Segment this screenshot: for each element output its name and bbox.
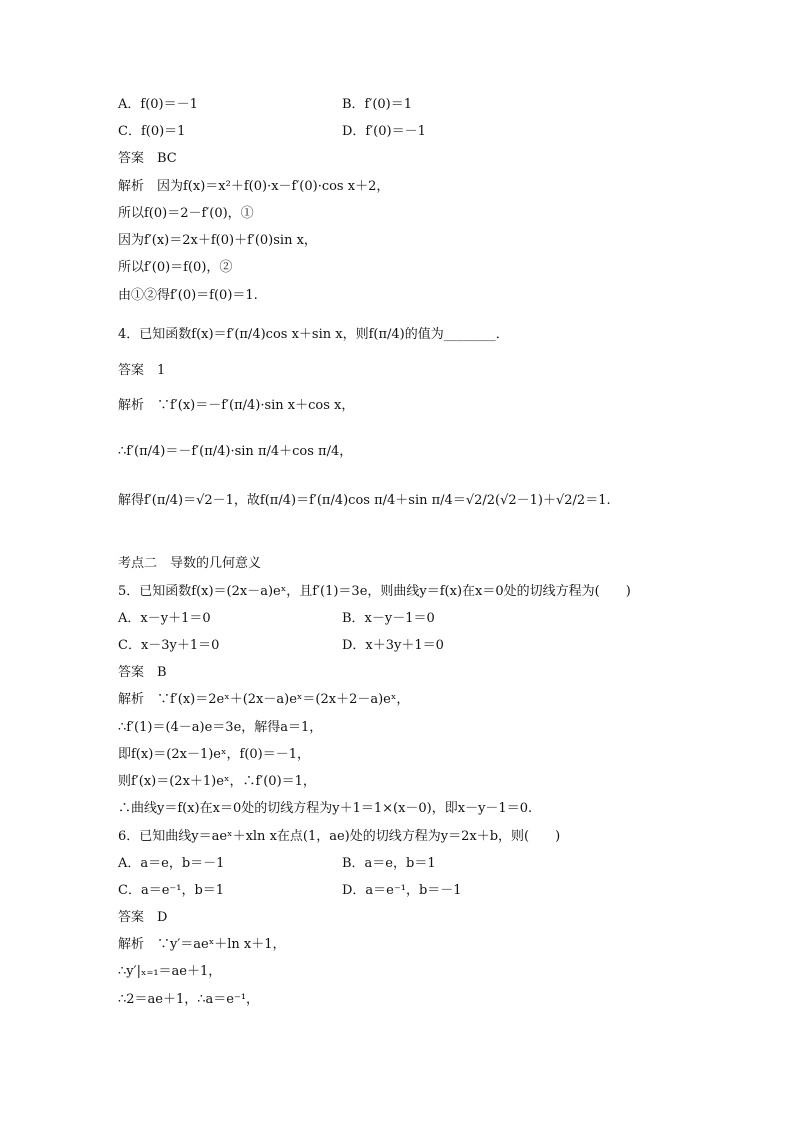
q4-analysis-1: 解析 ∵f′(x)＝－f′(π/4)·sin x＋cos x，	[118, 398, 355, 413]
q3-option-a: A．f(0)＝－1	[118, 97, 198, 112]
q6-analysis-3: ∴2＝ae＋1，∴a＝e⁻¹，	[118, 992, 260, 1007]
q4-analysis-3: 解得f′(π/4)＝√2－1，故f(π/4)＝f′(π/4)cos π/4＋sin π/4＝√2/2(√2－1)＋√2/2＝1.	[118, 493, 611, 508]
q5-option-b: B．x－y－1＝0	[342, 611, 435, 626]
q3-option-d: D．f′(0)＝－1	[342, 124, 426, 139]
q6-answer: 答案 D	[118, 910, 168, 925]
q5-option-d: D．x＋3y＋1＝0	[342, 638, 444, 653]
q5-options-row-1	[118, 610, 435, 628]
q3-analysis-4: 所以f′(0)＝f(0)，②	[118, 260, 233, 275]
q3-options-row-1	[118, 96, 413, 114]
q3-analysis-5: 由①②得f′(0)＝f(0)＝1.	[118, 288, 258, 303]
q5-analysis-4: 则f′(x)＝(2x＋1)eˣ，∴f′(0)＝1，	[118, 774, 316, 789]
q6-stem: 6．已知曲线y＝aeˣ＋xln x在点(1，ae)处的切线方程为y＝2x＋b，则( )	[118, 829, 561, 844]
q6-option-a: A．a＝e，b＝－1	[118, 856, 225, 871]
q5-option-c: C．x－3y＋1＝0	[118, 638, 220, 653]
q3-options-row-2	[118, 123, 426, 141]
q3-analysis-1: 解析 因为f(x)＝x²＋f(0)·x－f′(0)·cos x＋2，	[118, 179, 390, 194]
q6-analysis-2: ∴y′|ₓ₌₁＝ae＋1，	[118, 964, 222, 979]
q6-options-row-1	[118, 855, 436, 873]
q4-answer: 答案 1	[118, 363, 166, 378]
q6-option-c: C．a＝e⁻¹，b＝1	[118, 883, 225, 898]
q5-answer: 答案 B	[118, 665, 167, 680]
q6-option-b: B．a＝e，b＝1	[342, 856, 436, 871]
q6-option-d: D．a＝e⁻¹，b＝－1	[342, 883, 462, 898]
q5-analysis-3: 即f(x)＝(2x－1)eˣ，f(0)＝－1，	[118, 747, 311, 762]
section-heading: 考点二 导数的几何意义	[118, 556, 262, 571]
q3-analysis-3: 因为f′(x)＝2x＋f(0)＋f′(0)sin x，	[118, 233, 317, 248]
q5-stem: 5．已知函数f(x)＝(2x－a)eˣ，且f′(1)＝3e，则曲线y＝f(x)在x＝0处的切线方程为( )	[118, 584, 631, 599]
q3-analysis-2: 所以f(0)＝2－f′(0)，①	[118, 206, 254, 221]
q5-options-row-2	[118, 637, 444, 655]
q5-option-a: A．x－y＋1＝0	[118, 611, 211, 626]
q4-stem: 4．已知函数f(x)＝f′(π/4)cos x＋sin x，则f(π/4)的值为________．	[118, 327, 509, 342]
q4-analysis-2: ∴f′(π/4)＝－f′(π/4)·sin π/4＋cos π/4，	[118, 444, 353, 459]
q6-analysis-1: 解析 ∵y′＝aeˣ＋ln x＋1，	[118, 937, 286, 952]
q6-options-row-2	[118, 882, 462, 900]
q3-answer: 答案 BC	[118, 151, 177, 166]
q5-analysis-1: 解析 ∵f′(x)＝2eˣ＋(2x－a)eˣ＝(2x＋2－a)eˣ，	[118, 692, 410, 707]
q5-analysis-2: ∴f′(1)＝(4－a)e＝3e，解得a＝1，	[118, 720, 323, 735]
q3-option-b: B．f′(0)＝1	[342, 97, 413, 112]
q5-analysis-5: ∴曲线y＝f(x)在x＝0处的切线方程为y＋1＝1×(x－0)，即x－y－1＝0.	[118, 801, 533, 816]
q3-option-c: C．f(0)＝1	[118, 124, 186, 139]
